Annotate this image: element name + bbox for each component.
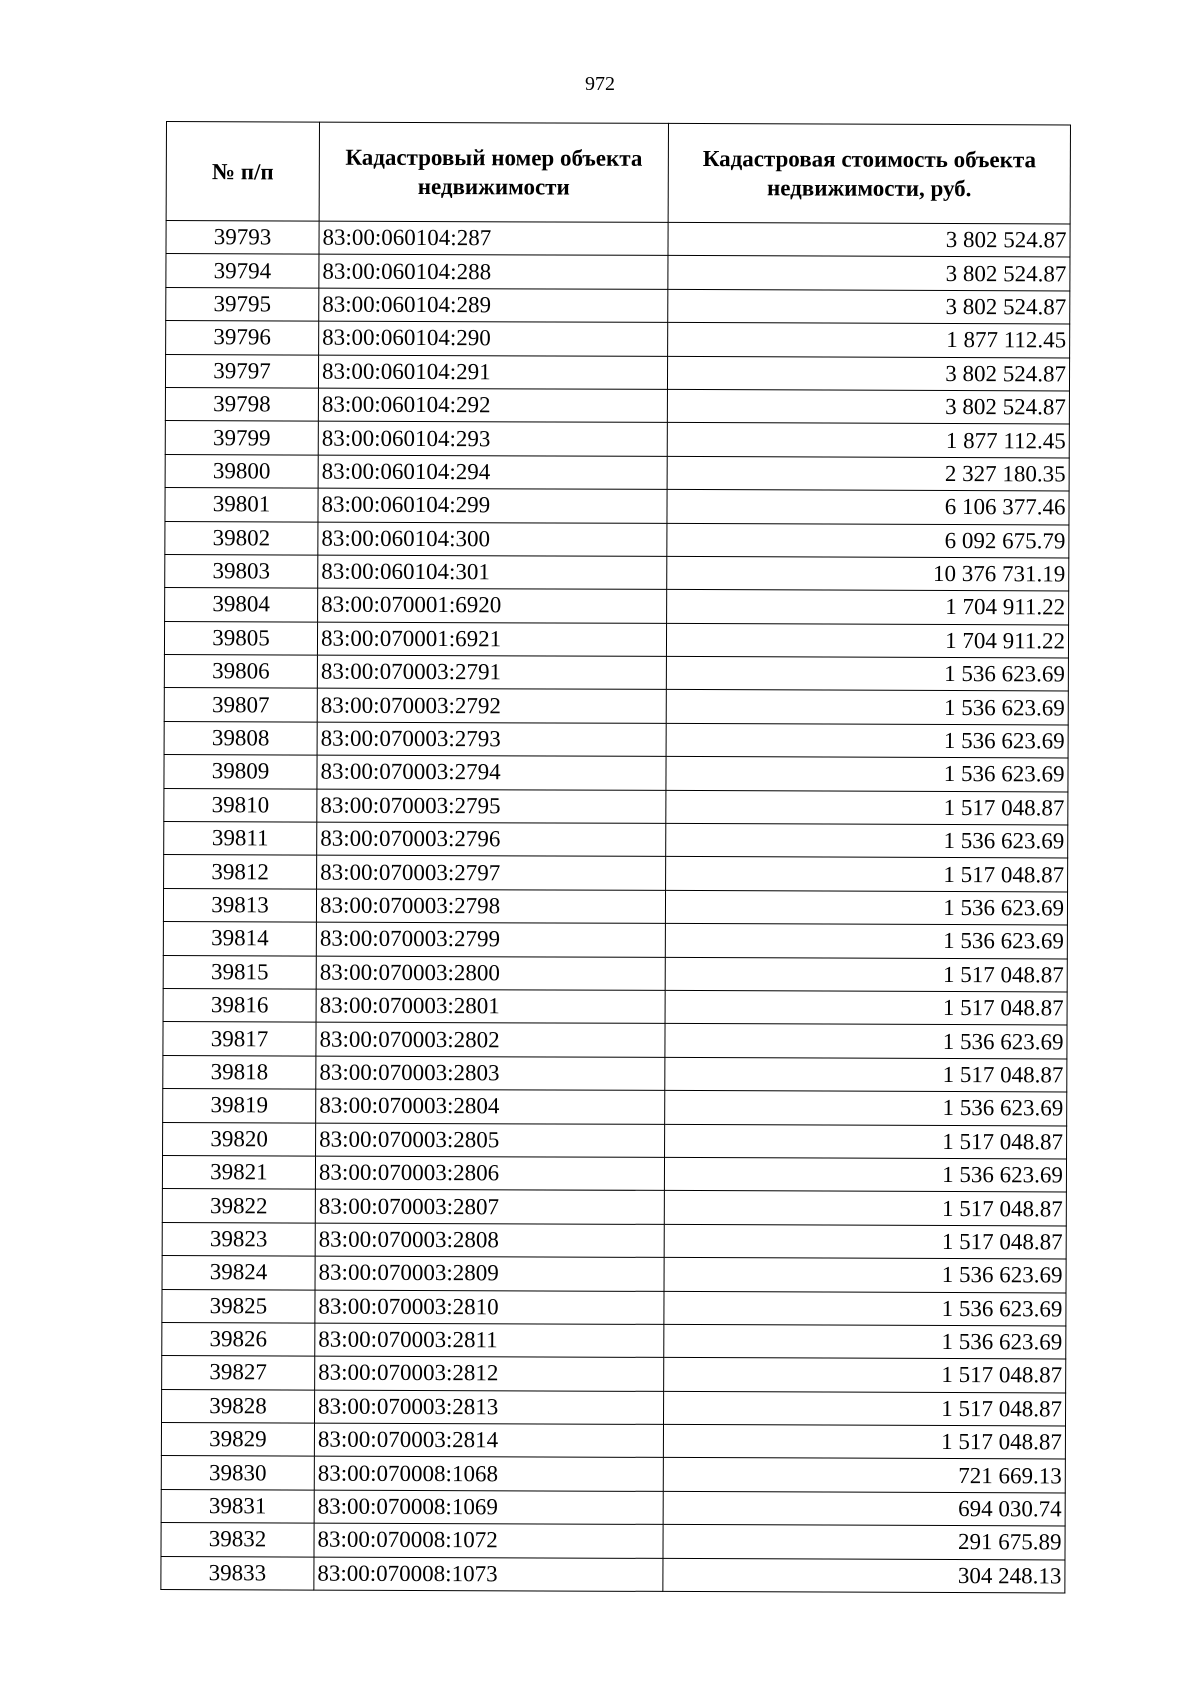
cadastral-number-cell: 83:00:070008:1072 <box>314 1523 663 1558</box>
cadastral-number-cell: 83:00:070003:2802 <box>316 1022 665 1057</box>
cadastral-number-cell: 83:00:070003:2801 <box>316 989 665 1024</box>
row-number-cell: 39795 <box>166 287 319 321</box>
cadastral-number-cell: 83:00:070008:1068 <box>314 1457 663 1492</box>
table-body <box>161 221 1070 1593</box>
table-row <box>164 855 1068 892</box>
row-number-cell: 39813 <box>163 888 316 922</box>
row-number-cell: 39832 <box>161 1523 314 1557</box>
table-row <box>164 788 1068 825</box>
row-number-cell: 39825 <box>162 1289 315 1323</box>
cadastral-value-cell: 1 517 048.87 <box>665 1057 1067 1092</box>
cadastral-number-cell: 83:00:070003:2814 <box>314 1423 663 1458</box>
cadastral-number-cell: 83:00:070003:2811 <box>315 1323 664 1358</box>
cadastral-value-cell: 1 536 623.69 <box>664 1324 1066 1359</box>
table-row <box>161 1423 1065 1460</box>
cadastral-value-cell: 1 536 623.69 <box>664 1291 1066 1326</box>
cadastral-number-cell: 83:00:070003:2795 <box>317 789 666 824</box>
cadastral-number-cell: 83:00:070003:2797 <box>317 856 666 891</box>
row-number-cell: 39803 <box>165 554 318 588</box>
row-number-cell: 39796 <box>166 321 319 355</box>
header-cadastral-value: Кадастровая стоимость объекта недвижимости, руб. <box>668 123 1070 224</box>
cadastral-value-cell: 3 802 524.87 <box>668 222 1070 257</box>
row-number-cell: 39833 <box>161 1556 314 1590</box>
cadastral-value-table <box>160 121 1071 1593</box>
cadastral-number-cell: 83:00:070003:2794 <box>317 755 666 790</box>
cadastral-number-cell: 83:00:070008:1069 <box>314 1490 663 1525</box>
cadastral-number-cell: 83:00:070003:2803 <box>316 1056 665 1091</box>
cadastral-number-cell: 83:00:070003:2808 <box>315 1223 664 1258</box>
cadastral-number-cell: 83:00:060104:289 <box>319 288 668 323</box>
table-row <box>165 588 1069 625</box>
cadastral-value-cell: 1 517 048.87 <box>663 1391 1065 1426</box>
row-number-cell: 39798 <box>165 387 318 421</box>
cadastral-number-cell: 83:00:060104:293 <box>318 421 667 456</box>
cadastral-value-cell: 694 030.74 <box>663 1491 1065 1526</box>
cadastral-number-cell: 83:00:070003:2805 <box>316 1123 665 1158</box>
row-number-cell: 39802 <box>165 521 318 555</box>
cadastral-value-cell: 3 802 524.87 <box>667 356 1069 391</box>
row-number-cell: 39806 <box>164 655 317 689</box>
row-number-cell: 39823 <box>162 1222 315 1256</box>
table-row <box>163 988 1067 1025</box>
row-number-cell: 39830 <box>161 1456 314 1490</box>
row-number-cell: 39804 <box>165 588 318 622</box>
cadastral-number-cell: 83:00:070003:2804 <box>316 1089 665 1124</box>
table-row <box>164 721 1068 758</box>
table-row <box>163 888 1067 925</box>
table-row <box>164 621 1068 658</box>
table-row <box>162 1289 1066 1326</box>
row-number-cell: 39811 <box>164 822 317 856</box>
cadastral-value-cell: 10 376 731.19 <box>667 556 1069 591</box>
table-row <box>166 254 1070 291</box>
table-row <box>162 1389 1066 1426</box>
cadastral-number-cell: 83:00:060104:287 <box>319 221 668 256</box>
table-row <box>164 755 1068 792</box>
row-number-cell: 39812 <box>164 855 317 889</box>
cadastral-number-cell: 83:00:070001:6921 <box>317 622 666 657</box>
cadastral-number-cell: 83:00:070003:2812 <box>315 1356 664 1391</box>
cadastral-number-cell: 83:00:070008:1073 <box>314 1557 663 1592</box>
cadastral-number-cell: 83:00:070003:2798 <box>316 889 665 924</box>
table-row <box>165 454 1069 491</box>
cadastral-value-cell: 1 517 048.87 <box>665 990 1067 1025</box>
cadastral-value-cell: 6 092 675.79 <box>667 523 1069 558</box>
cadastral-value-cell: 1 536 623.69 <box>666 657 1068 692</box>
cadastral-number-cell: 83:00:070003:2806 <box>315 1156 664 1191</box>
table-row <box>165 421 1069 458</box>
table-row <box>161 1456 1065 1493</box>
row-number-cell: 39820 <box>163 1122 316 1156</box>
cadastral-number-cell: 83:00:070003:2809 <box>315 1256 664 1291</box>
row-number-cell: 39793 <box>166 221 319 255</box>
cadastral-value-cell: 291 675.89 <box>663 1525 1065 1560</box>
cadastral-number-cell: 83:00:070003:2796 <box>317 822 666 857</box>
table-row <box>164 822 1068 859</box>
table-row <box>165 387 1069 424</box>
cadastral-value-cell: 721 669.13 <box>663 1458 1065 1493</box>
table-row <box>165 521 1069 558</box>
cadastral-value-cell: 1 536 623.69 <box>664 1258 1066 1293</box>
cadastral-value-cell: 1 536 623.69 <box>666 690 1068 725</box>
cadastral-number-cell: 83:00:070003:2799 <box>316 922 665 957</box>
cadastral-value-cell: 3 802 524.87 <box>668 289 1070 324</box>
cadastral-value-cell: 1 536 623.69 <box>664 1157 1066 1192</box>
cadastral-value-cell: 1 536 623.69 <box>666 723 1068 758</box>
cadastral-value-cell: 1 877 112.45 <box>668 323 1070 358</box>
header-cadastral-number: Кадастровый номер объекта недвижимости <box>319 122 668 222</box>
cadastral-number-cell: 83:00:060104:299 <box>318 488 667 523</box>
cadastral-value-cell: 3 802 524.87 <box>668 256 1070 291</box>
table-row <box>164 655 1068 692</box>
table-row <box>165 488 1069 525</box>
row-number-cell: 39816 <box>163 988 316 1022</box>
cadastral-value-cell: 1 536 623.69 <box>665 1091 1067 1126</box>
table-row <box>162 1356 1066 1393</box>
cadastral-value-cell: 1 877 112.45 <box>667 423 1069 458</box>
cadastral-value-cell: 1 517 048.87 <box>663 1424 1065 1459</box>
cadastral-value-cell: 1 704 911.22 <box>667 590 1069 625</box>
row-number-cell: 39828 <box>162 1389 315 1423</box>
table-row <box>165 354 1069 391</box>
row-number-cell: 39824 <box>162 1256 315 1290</box>
cadastral-value-cell: 1 517 048.87 <box>664 1224 1066 1259</box>
table-row <box>162 1222 1066 1259</box>
row-number-cell: 39831 <box>161 1489 314 1523</box>
row-number-cell: 39826 <box>162 1322 315 1356</box>
row-number-cell: 39817 <box>163 1022 316 1056</box>
cadastral-value-cell: 2 327 180.35 <box>667 456 1069 491</box>
row-number-cell: 39827 <box>162 1356 315 1390</box>
row-number-cell: 39801 <box>165 488 318 522</box>
table-row <box>161 1489 1065 1526</box>
table-row <box>163 1055 1067 1092</box>
cadastral-number-cell: 83:00:070003:2793 <box>317 722 666 757</box>
cadastral-number-cell: 83:00:060104:292 <box>318 388 667 423</box>
table-row <box>163 922 1067 959</box>
cadastral-number-cell: 83:00:060104:300 <box>318 522 667 557</box>
cadastral-value-cell: 1 536 623.69 <box>666 757 1068 792</box>
cadastral-value-cell: 1 704 911.22 <box>666 623 1068 658</box>
row-number-cell: 39815 <box>163 955 316 989</box>
table-row <box>161 1523 1065 1560</box>
row-number-cell: 39794 <box>166 254 319 288</box>
row-number-cell: 39821 <box>162 1155 315 1189</box>
table-row <box>162 1322 1066 1359</box>
table-row <box>166 287 1070 324</box>
cadastral-value-cell: 1 517 048.87 <box>665 1124 1067 1159</box>
row-number-cell: 39807 <box>164 688 317 722</box>
row-number-cell: 39818 <box>163 1055 316 1089</box>
row-number-cell: 39809 <box>164 755 317 789</box>
table-row <box>166 321 1070 358</box>
table-row <box>163 955 1067 992</box>
cadastral-value-cell: 1 536 623.69 <box>665 924 1067 959</box>
table-row <box>162 1189 1066 1226</box>
table-row <box>163 1089 1067 1126</box>
header-row-number: № п/п <box>166 122 319 222</box>
table-row <box>165 554 1069 591</box>
header-row <box>166 122 1070 224</box>
cadastral-number-cell: 83:00:060104:301 <box>318 555 667 590</box>
cadastral-value-cell: 1 517 048.87 <box>666 857 1068 892</box>
cadastral-number-cell: 83:00:070003:2800 <box>316 956 665 991</box>
cadastral-value-cell: 1 536 623.69 <box>665 1024 1067 1059</box>
cadastral-number-cell: 83:00:070003:2810 <box>315 1290 664 1325</box>
cadastral-number-cell: 83:00:070003:2791 <box>317 655 666 690</box>
cadastral-value-cell: 1 517 048.87 <box>664 1358 1066 1393</box>
table-row <box>163 1122 1067 1159</box>
row-number-cell: 39822 <box>162 1189 315 1223</box>
table-row <box>161 1556 1065 1593</box>
row-number-cell: 39829 <box>161 1423 314 1457</box>
table-row <box>166 221 1070 258</box>
row-number-cell: 39819 <box>163 1089 316 1123</box>
cadastral-value-cell: 1 536 623.69 <box>666 823 1068 858</box>
row-number-cell: 39814 <box>163 922 316 956</box>
cadastral-value-cell: 1 517 048.87 <box>665 957 1067 992</box>
cadastral-number-cell: 83:00:060104:288 <box>319 254 668 289</box>
table-row <box>163 1022 1067 1059</box>
cadastral-number-cell: 83:00:070003:2813 <box>315 1390 664 1425</box>
row-number-cell: 39799 <box>165 421 318 455</box>
cadastral-value-cell: 3 802 524.87 <box>667 389 1069 424</box>
table-row <box>162 1256 1066 1293</box>
row-number-cell: 39797 <box>165 354 318 388</box>
table-header <box>166 122 1070 224</box>
cadastral-value-cell: 1 536 623.69 <box>665 890 1067 925</box>
cadastral-value-cell: 6 106 377.46 <box>667 490 1069 525</box>
page-number: 972 <box>585 73 615 95</box>
cadastral-number-cell: 83:00:060104:290 <box>319 321 668 356</box>
cadastral-number-cell: 83:00:060104:291 <box>318 355 667 390</box>
cadastral-number-cell: 83:00:070003:2792 <box>317 689 666 724</box>
row-number-cell: 39810 <box>164 788 317 822</box>
row-number-cell: 39808 <box>164 721 317 755</box>
cadastral-number-cell: 83:00:070003:2807 <box>315 1189 664 1224</box>
cadastral-value-cell: 1 517 048.87 <box>664 1191 1066 1226</box>
cadastral-number-cell: 83:00:070001:6920 <box>318 588 667 623</box>
cadastral-number-cell: 83:00:060104:294 <box>318 455 667 490</box>
row-number-cell: 39800 <box>165 454 318 488</box>
table-row <box>164 688 1068 725</box>
cadastral-value-cell: 304 248.13 <box>663 1558 1065 1593</box>
table-row <box>162 1155 1066 1192</box>
cadastral-value-cell: 1 517 048.87 <box>666 790 1068 825</box>
row-number-cell: 39805 <box>164 621 317 655</box>
